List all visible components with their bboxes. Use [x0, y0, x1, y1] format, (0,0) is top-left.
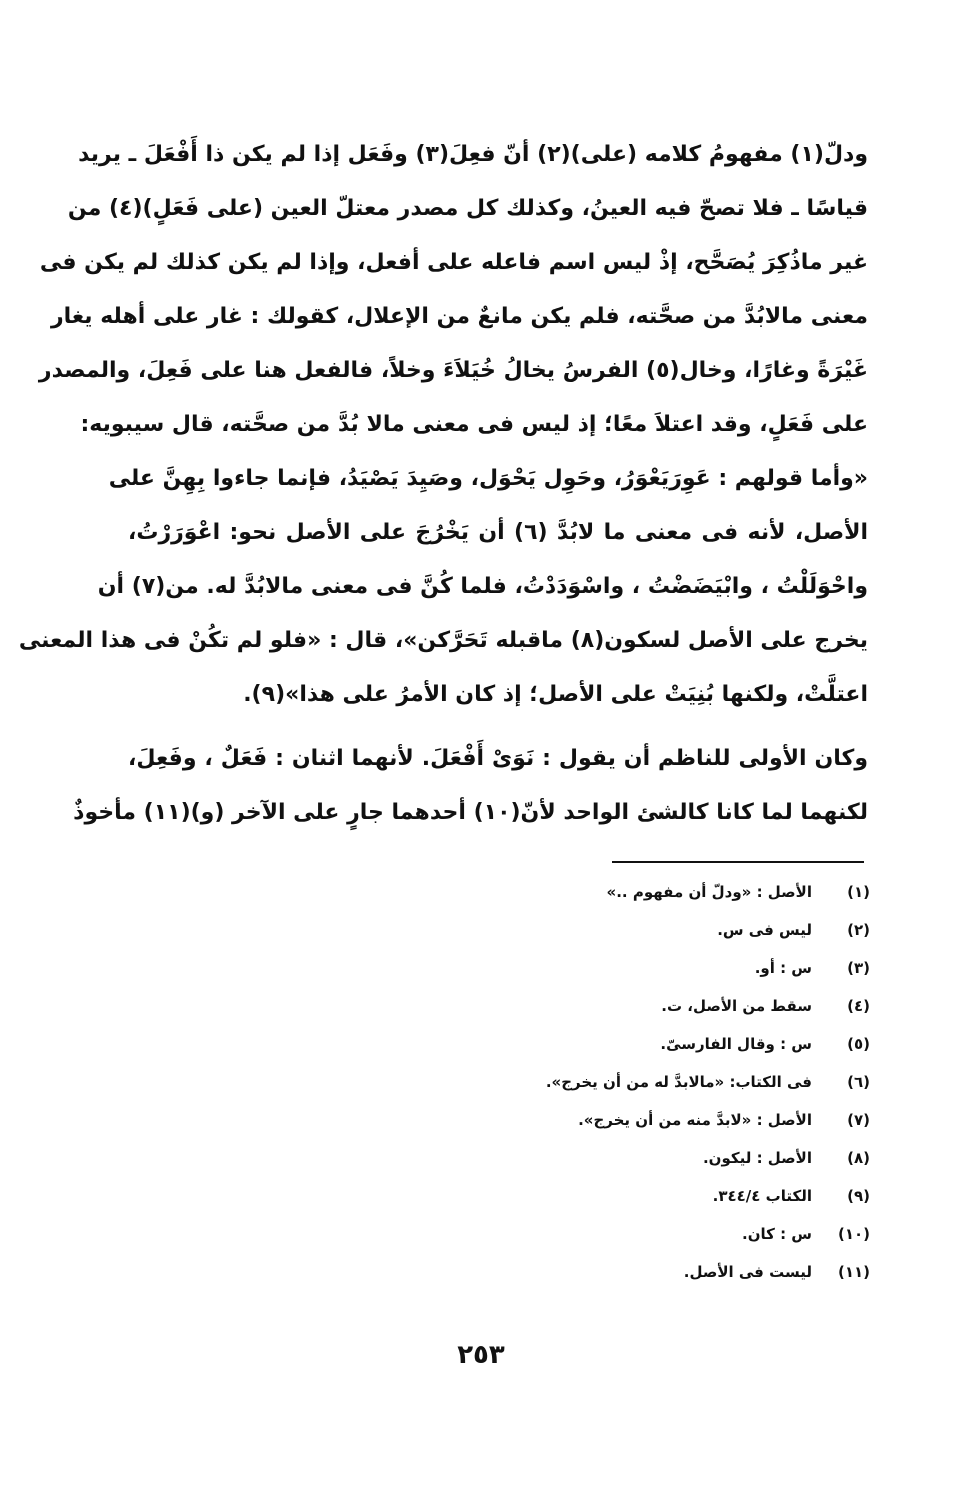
footnote: [450, 949, 870, 987]
footnote-text: فى الكتاب: «مالابدَّ له من أن يخرج».: [545, 1073, 812, 1091]
footnote: [450, 1025, 870, 1063]
text-line: «وأما قولهم : عَوِرَيَعْوَرُ، وحَوِل يَحْوَل، وصَيِدَ يَصْيَدُ، فإنما جاءوا بِهِنَّ على: [108, 466, 868, 491]
main-text: [18, 128, 868, 840]
footnote-text: الأصل : «ودلّ أن مفهوم ..»: [606, 883, 812, 901]
text-line: يخرج على الأصل لسكون(٨) ماقبله تَحَرَّكن»، قال : «فلو لم تكُنْ فى هذا المعنى: [18, 628, 868, 653]
footnote-text: س : كان.: [742, 1225, 812, 1243]
page-number: ٢٥٣: [457, 1340, 505, 1370]
text-line: ودلّ(١) مفهومُ كلامه (على)(٢) أنّ فعِلَ(٣) وفَعَل إذا لم يكن ذا أَفْعَلَ ـ يريد: [78, 142, 868, 167]
text-line: غير ماذُكِرَ يُصَحَّح، إذْ ليس اسم فاعله على أفعل، وإذا لم يكن كذلك لم يكن فى: [39, 250, 868, 275]
text-line: اعتلَّتْ، ولكنها بُنِيَتْ على الأصل؛ إذ كان الأمرُ على هذا»(٩).: [243, 682, 868, 707]
footnote-divider: [612, 861, 864, 863]
text-line: وكان الأولى للناظم أن يقول : نَوَىْ أَفْعَلَ. لأنهما اثنان : فَعَلٌ ، وفَعِلَ،: [128, 746, 868, 771]
footnote-number: (٣): [847, 959, 870, 977]
footnote-text: الكتاب ٣٤٤/٤.: [712, 1187, 812, 1205]
footnote-number: (١٠): [837, 1225, 870, 1243]
text-line: الأصل، لأنه فى معنى ما لابُدَّ (٦) أن يَخْرُجَ على الأصل نحو: اعْوَرَرْتُ،: [128, 520, 868, 545]
footnote: [450, 873, 870, 911]
footnote-number: (١١): [837, 1263, 870, 1281]
footnote-number: (٦): [847, 1073, 870, 1091]
footnote: [450, 1177, 870, 1215]
footnote: [450, 1253, 870, 1291]
text-line: على فَعَلٍ، وقد اعتلاَ معًا؛ إذ ليس فى معنى مالا بُدَّ من صحَّته، قال سيبويه:: [80, 412, 868, 437]
text-line: معنى مالابُدَّ من صحَّته، فلم يكن مانعٌ من الإعلال، كقولك : غار على أهله يغار: [50, 304, 868, 329]
footnote-text: س : وقال الفارسىّ.: [660, 1035, 812, 1053]
footnote-number: (١): [847, 883, 870, 901]
footnote-text: س : أو.: [754, 959, 812, 977]
footnote-number: (٢): [847, 921, 870, 939]
footnotes: [450, 873, 870, 1291]
footnote: [450, 1063, 870, 1101]
footnote: [450, 1101, 870, 1139]
text-line: غَيْرَةً وغارًا، وخال(٥) الفرسُ يخالُ خُيَلاَءَ وخلاً، فالفعل هنا على فَعِلَ، والمصدر: [38, 358, 868, 383]
paragraph-gap: [128, 722, 868, 732]
footnote-number: (٩): [847, 1187, 870, 1205]
footnote: [450, 987, 870, 1025]
footnote: [450, 1139, 870, 1177]
footnote-text: ليست فى الأصل.: [683, 1263, 812, 1281]
footnote-number: (٥): [847, 1035, 870, 1053]
text-line: لكنهما لما كانا كالشئ الواحد لأنّ(١٠) أحدهما جارٍ على الآخر (و)(١١) مأخوذٌ: [73, 800, 868, 825]
text-line: قياسًا ـ فلا تصحّ فيه العينُ، وكذلك كل مصدر معتلّ العين (على فَعَلٍ)(٤) من: [67, 196, 868, 221]
text-line: واحْوَلَلْتُ ، وابْيَضَضْتُ ، واسْوَدَدْتُ، فلما كُنَّ فى معنى مالابُدَّ له. من(٧) أن: [97, 574, 868, 599]
footnote-number: (٧): [847, 1111, 870, 1129]
footnote-text: ليس فى س.: [717, 921, 812, 939]
footnote: [450, 911, 870, 949]
footnote-number: (٤): [847, 997, 870, 1015]
footnote-text: الأصل : «لابدَّ منه من أن يخرج».: [578, 1111, 812, 1129]
footnote-text: سقط من الأصل، ت.: [661, 997, 812, 1015]
footnote: [450, 1215, 870, 1253]
footnote-number: (٨): [847, 1149, 870, 1167]
footnote-text: الأصل : ليكون.: [702, 1149, 812, 1167]
